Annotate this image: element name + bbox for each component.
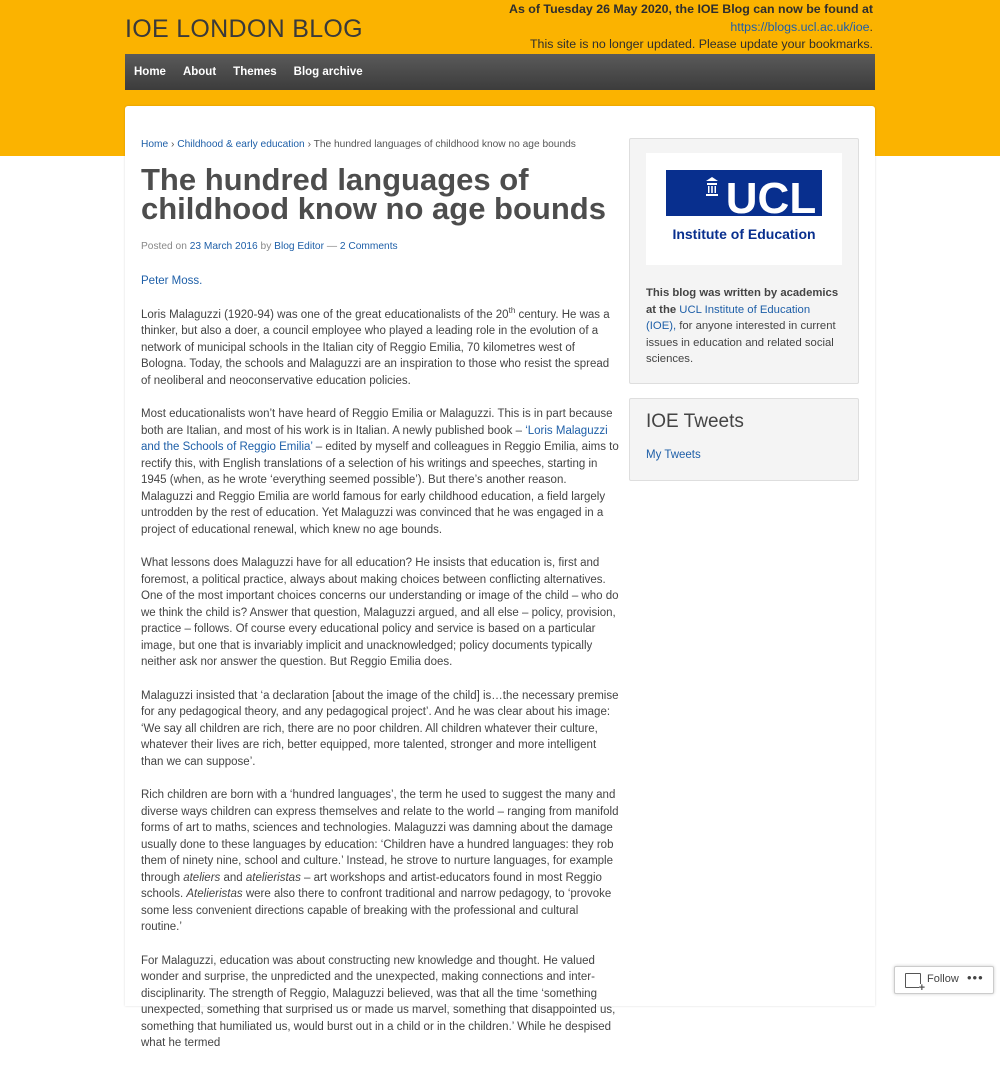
p5-italic-atelieristas-2: Atelieristas	[186, 888, 243, 900]
post-content	[141, 273, 619, 1069]
paragraph-6: For Malaguzzi, education was about constructing new knowledge and thought. He valued wonder and surprise, the unpredicted and the unexpected, making connections and inter-disciplinarity. The strength of Reggio, Malaguzzi believed, was that all the time ‘something unexpected, something that surprised us or made us marvel, something that disappointed us, something that humiliated us, would burst out in a child or in the children.’ While he despised what he termed	[141, 954, 616, 1049]
more-options-icon[interactable]: •••	[967, 970, 984, 985]
book-link[interactable]: ‘Loris Malaguzzi and the Schools of Reggio Emilia’	[141, 424, 608, 453]
p5-text-mid: – art workshops and artist-educators found in most Reggio schools.	[141, 871, 602, 900]
ucl-ioe-logo[interactable]	[646, 153, 842, 265]
nav-home[interactable]: Home	[134, 66, 166, 78]
follow-label: Follow	[927, 973, 959, 985]
tweets-title: IOE Tweets	[646, 411, 744, 432]
notice-punct: .	[869, 19, 873, 34]
p2-text-rest: – edited by myself and colleagues in Reggio Emilia, aims to rectify this, with English translations of a selection of his writings and speeches, starting in 1945 (when, as he wrote ‘everything seemed possible’). But there’s another reason. Malaguzzi and Reggio Emilia are world famous for early childhood education, a field largely untrodden by the rest of education. Yet Malaguzzi was convinced that he was engaged in a project of educational renewal, which knew no age bounds.	[141, 441, 619, 536]
paragraph-2	[141, 406, 619, 538]
meta-dash: —	[326, 241, 338, 252]
about-widget	[629, 138, 859, 384]
notice-link[interactable]: https://blogs.ucl.ac.uk/ioe	[730, 19, 870, 34]
page-container	[125, 106, 875, 1049]
paragraph-4: Malaguzzi insisted that ‘a declaration [about the image of the child] is…the necessary premise for any pedagogical theory, and any pedagogical project’. And he was clear about his image: ‘We say all children are rich, there are no poor children. All children whatever their culture, whatever their lives are rich, better equipped, more talented, stronger and more intelligent than we can suppose’.	[141, 689, 619, 768]
tweets-widget	[629, 398, 859, 481]
paragraph-5	[141, 787, 619, 936]
p1-text-rest: century. He was a thinker, but also a doer, a council employee who played a leading role in the evolution of a network of municipal schools in the Italian city of Reggio Emilia, 70 kilometres west of Bologna. Today, the schools and Malaguzzi are an inspiration to those who resist the spread of neoliberal and neoconservative education policies.	[141, 308, 610, 387]
post-author-link[interactable]: Blog Editor	[274, 241, 324, 252]
breadcrumb	[141, 139, 576, 150]
post-comments-link[interactable]: 2 Comments	[339, 241, 398, 252]
main-nav	[125, 54, 875, 90]
ioe-link[interactable]: UCL Institute of Education (IOE),	[646, 303, 811, 332]
breadcrumb-home[interactable]: Home	[141, 139, 169, 150]
about-text	[646, 285, 842, 368]
p1-sup: th	[508, 305, 516, 315]
about-rest: for anyone interested in current issues in education and related social sciences.	[646, 320, 836, 365]
logo-subtitle: Institute of Education	[672, 226, 816, 242]
post-meta	[141, 241, 398, 252]
notice-line2: This site is no longer updated. Please update your bookmarks.	[529, 37, 873, 51]
follow-button[interactable]	[894, 966, 994, 994]
logo-ucl-text: UCL	[725, 174, 817, 223]
notice-strong: As of Tuesday 26 May 2020, the IOE Blog can now be found at	[509, 2, 873, 16]
reader-follow-icon	[905, 973, 921, 988]
breadcrumb-current: The hundred languages of childhood know no age bounds	[313, 139, 576, 150]
breadcrumb-category[interactable]: Childhood & early education	[177, 139, 305, 150]
my-tweets-link[interactable]: My Tweets	[646, 449, 701, 461]
relocation-notice	[493, 1, 873, 54]
p5-text: Rich children are born with a ‘hundred languages’, the term he used to suggest the many and diverse ways children can express themselves and relate to the world – ranging from manifold forms of art to maths, sciences and technologies. Malaguzzi was damning about the damage usually done to these languages by education: ‘Children have a hundred languages: they rob them of ninety nine, school and culture.’ Instead, he strove to nurture languages, for example through	[141, 789, 619, 884]
breadcrumb-separator: ›	[307, 139, 311, 150]
nav-blog-archive[interactable]: Blog archive	[293, 66, 363, 78]
meta-posted-on: Posted on	[141, 241, 187, 252]
paragraph-1	[141, 307, 619, 390]
about-strong: This blog was written by academics at the	[646, 287, 839, 316]
p5-text-rest: were also there to confront traditional and narrow pedagogy, to ‘provoke some less convenient directions capable of breaking with the professional and cultural routine.’	[141, 888, 612, 933]
p5-italic-ateliers: ateliers	[183, 871, 221, 884]
p5-italic-atelieristas: atelieristas	[245, 871, 301, 884]
p1-text: Loris Malaguzzi (1920-94) was one of the great educationalists of the 20	[141, 308, 509, 321]
post-date-link[interactable]: 23 March 2016	[189, 241, 258, 252]
p5-and: and	[220, 871, 246, 884]
p2-text: Most educationalists won’t have heard of Reggio Emilia or Malaguzzi. This is in part because both are Italian, and most of his work is in Italian. A newly published book –	[141, 408, 613, 437]
meta-by: by	[260, 241, 272, 252]
nav-themes[interactable]: Themes	[233, 66, 277, 78]
post-author-name: Peter Moss.	[141, 275, 203, 287]
site-title[interactable]: IOE LONDON BLOG	[125, 15, 363, 43]
post-title: The hundred languages of childhood know no age bounds	[141, 162, 606, 226]
breadcrumb-separator: ›	[171, 139, 175, 150]
nav-about[interactable]: About	[182, 66, 217, 78]
ucl-logo-icon	[646, 153, 842, 265]
paragraph-3: What lessons does Malaguzzi have for all education? He insists that education is, first and foremost, a political practice, always about making choices between conflicting alternatives. One of the most important choices concerns our understanding or image of the child – who do we think the child is? Answer that question, Malaguzzi argued, and all else – policy, provision, practice – follows. Of course every educational policy and service is based on a particular image, but one that is invariably implicit and unacknowledged; policy documents typically neither ask nor answer the question. But Reggio Emilia does.	[141, 557, 619, 668]
